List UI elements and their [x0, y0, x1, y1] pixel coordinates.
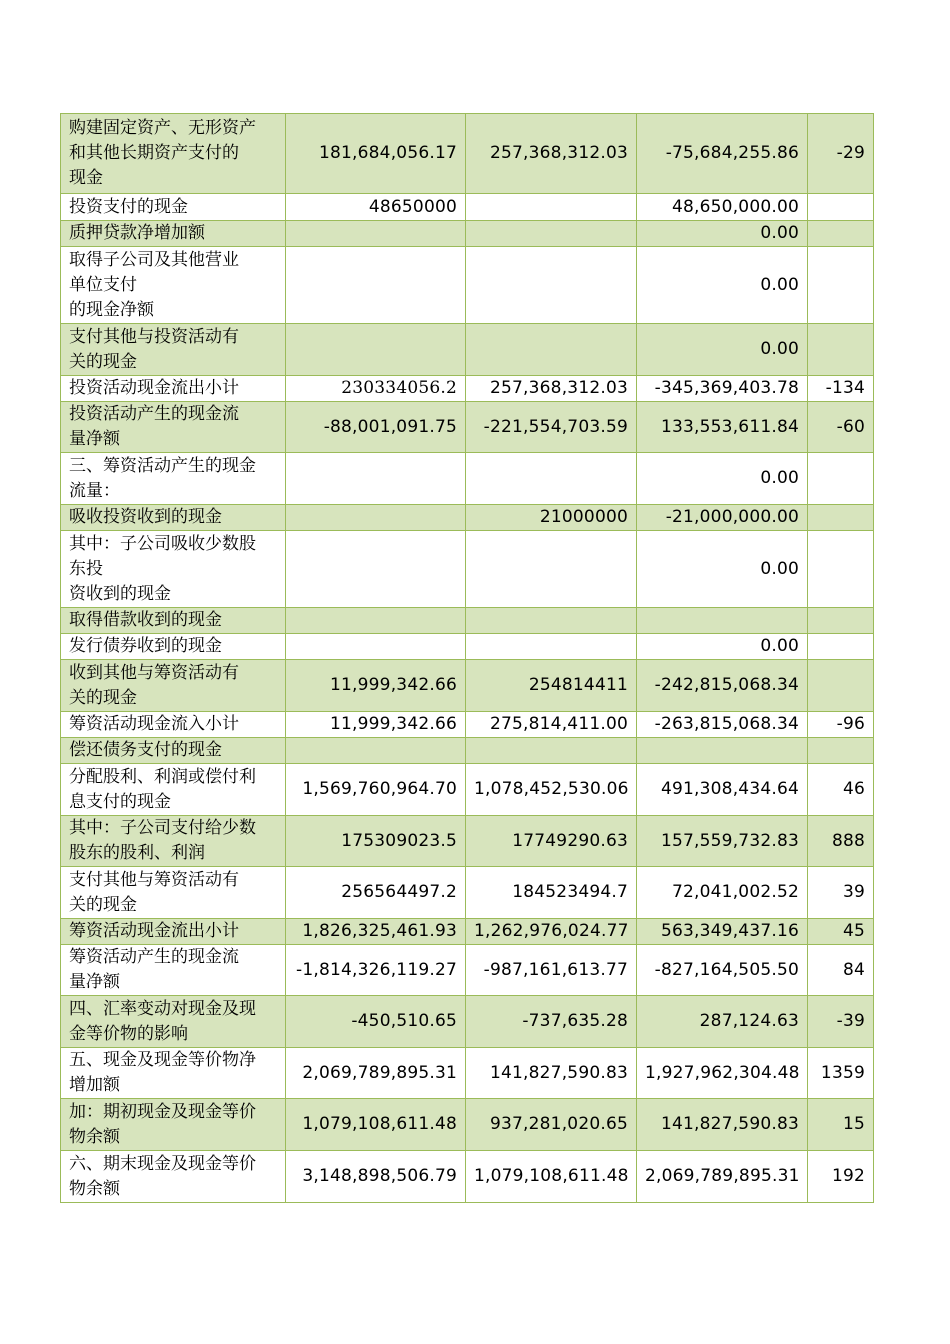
- row-label: 支付其他与投资活动有 关的现金: [61, 324, 286, 376]
- cell-previous: -221,554,703.59: [466, 402, 637, 453]
- table-row: [61, 114, 874, 194]
- cell-change: 141,827,590.83: [637, 1099, 808, 1151]
- row-label: 偿还债务支付的现金: [61, 738, 286, 764]
- cell-change: 287,124.63: [637, 996, 808, 1048]
- cell-previous: 254814411: [466, 660, 637, 712]
- cell-change: 0.00: [637, 453, 808, 505]
- cell-change: 0.00: [637, 634, 808, 660]
- cell-change-pct: -29: [808, 114, 874, 194]
- cell-change: 1,927,962,304.48: [637, 1048, 808, 1099]
- table-row: [61, 531, 874, 608]
- cell-previous: 1,079,108,611.48: [466, 1151, 637, 1203]
- cell-previous: 184523494.7: [466, 867, 637, 919]
- cell-change: -345,369,403.78: [637, 376, 808, 402]
- cell-previous: 257,368,312.03: [466, 114, 637, 194]
- cell-change-pct: 888: [808, 816, 874, 867]
- cell-current: -88,001,091.75: [286, 402, 466, 453]
- cell-change-pct: [808, 505, 874, 531]
- cell-previous: 257,368,312.03: [466, 376, 637, 402]
- cell-current: 48650000: [286, 194, 466, 221]
- row-label: 发行债券收到的现金: [61, 634, 286, 660]
- row-label: 取得子公司及其他营业 单位支付 的现金净额: [61, 247, 286, 324]
- cell-previous: -737,635.28: [466, 996, 637, 1048]
- row-label: 投资活动产生的现金流 量净额: [61, 402, 286, 453]
- cell-current: 230334056.2: [286, 376, 466, 402]
- cell-change: -263,815,068.34: [637, 712, 808, 738]
- row-label: 质押贷款净增加额: [61, 221, 286, 247]
- table-row: [61, 634, 874, 660]
- cell-change-pct: [808, 221, 874, 247]
- row-label: 支付其他与筹资活动有 关的现金: [61, 867, 286, 919]
- cell-change: 0.00: [637, 531, 808, 608]
- cell-change: 133,553,611.84: [637, 402, 808, 453]
- table-row: [61, 996, 874, 1048]
- cell-previous: 17749290.63: [466, 816, 637, 867]
- table-row: [61, 453, 874, 505]
- cell-change: [637, 608, 808, 634]
- cell-previous: [466, 738, 637, 764]
- cell-previous: [466, 531, 637, 608]
- cell-change: 72,041,002.52: [637, 867, 808, 919]
- cell-previous: [466, 608, 637, 634]
- cell-change-pct: 39: [808, 867, 874, 919]
- cell-change-pct: 15: [808, 1099, 874, 1151]
- cell-previous: [466, 247, 637, 324]
- cell-change-pct: -96: [808, 712, 874, 738]
- table-row: [61, 867, 874, 919]
- table-row: [61, 194, 874, 221]
- cell-previous: 21000000: [466, 505, 637, 531]
- cell-current: [286, 634, 466, 660]
- cell-change-pct: [808, 634, 874, 660]
- cell-change-pct: [808, 608, 874, 634]
- cell-change-pct: 45: [808, 919, 874, 945]
- cell-current: -1,814,326,119.27: [286, 945, 466, 996]
- cell-change: 2,069,789,895.31: [637, 1151, 808, 1203]
- cell-current: 11,999,342.66: [286, 660, 466, 712]
- cell-change: 157,559,732.83: [637, 816, 808, 867]
- cell-change-pct: [808, 453, 874, 505]
- cell-change: 0.00: [637, 324, 808, 376]
- cell-current: [286, 453, 466, 505]
- row-label: 筹资活动现金流出小计: [61, 919, 286, 945]
- cell-change: 0.00: [637, 221, 808, 247]
- cell-change: 0.00: [637, 247, 808, 324]
- cell-change: -21,000,000.00: [637, 505, 808, 531]
- table-row: [61, 505, 874, 531]
- cell-previous: 275,814,411.00: [466, 712, 637, 738]
- row-label: 吸收投资收到的现金: [61, 505, 286, 531]
- cell-change: -242,815,068.34: [637, 660, 808, 712]
- row-label: 购建固定资产、无形资产 和其他长期资产支付的 现金: [61, 114, 286, 194]
- cell-change-pct: [808, 738, 874, 764]
- cell-change-pct: -60: [808, 402, 874, 453]
- cell-change: -827,164,505.50: [637, 945, 808, 996]
- cell-current: 1,079,108,611.48: [286, 1099, 466, 1151]
- table-row: [61, 221, 874, 247]
- cell-change-pct: 84: [808, 945, 874, 996]
- row-label: 其中：子公司支付给少数 股东的股利、利润: [61, 816, 286, 867]
- row-label: 投资支付的现金: [61, 194, 286, 221]
- cell-change: -75,684,255.86: [637, 114, 808, 194]
- cell-current: [286, 324, 466, 376]
- cell-change-pct: [808, 531, 874, 608]
- table-row: [61, 1048, 874, 1099]
- cell-change: 491,308,434.64: [637, 764, 808, 816]
- cell-change-pct: 1359: [808, 1048, 874, 1099]
- table-row: [61, 919, 874, 945]
- row-label: 筹资活动现金流入小计: [61, 712, 286, 738]
- row-label: 收到其他与筹资活动有 关的现金: [61, 660, 286, 712]
- cell-current: 3,148,898,506.79: [286, 1151, 466, 1203]
- cell-current: 1,826,325,461.93: [286, 919, 466, 945]
- cell-change-pct: 192: [808, 1151, 874, 1203]
- cell-change-pct: [808, 247, 874, 324]
- cash-flow-table: [60, 113, 874, 1203]
- row-label: 三、筹资活动产生的现金 流量：: [61, 453, 286, 505]
- cell-current: 11,999,342.66: [286, 712, 466, 738]
- cell-current: [286, 738, 466, 764]
- cell-previous: -987,161,613.77: [466, 945, 637, 996]
- table-row: [61, 1099, 874, 1151]
- table-row: [61, 764, 874, 816]
- row-label: 四、汇率变动对现金及现 金等价物的影响: [61, 996, 286, 1048]
- table-row: [61, 608, 874, 634]
- cell-current: [286, 221, 466, 247]
- cell-change-pct: [808, 324, 874, 376]
- cell-previous: [466, 634, 637, 660]
- cell-previous: [466, 194, 637, 221]
- table-row: [61, 945, 874, 996]
- row-label: 投资活动现金流出小计: [61, 376, 286, 402]
- cell-previous: 1,262,976,024.77: [466, 919, 637, 945]
- table-row: [61, 712, 874, 738]
- row-label: 五、现金及现金等价物净 增加额: [61, 1048, 286, 1099]
- cell-current: 175309023.5: [286, 816, 466, 867]
- cell-change: 48,650,000.00: [637, 194, 808, 221]
- cell-current: [286, 247, 466, 324]
- cell-current: -450,510.65: [286, 996, 466, 1048]
- cell-change: [637, 738, 808, 764]
- table-row: [61, 660, 874, 712]
- table-row: [61, 402, 874, 453]
- cell-current: 1,569,760,964.70: [286, 764, 466, 816]
- row-label: 分配股利、利润或偿付利 息支付的现金: [61, 764, 286, 816]
- row-label: 加：期初现金及现金等价 物余额: [61, 1099, 286, 1151]
- cell-current: 2,069,789,895.31: [286, 1048, 466, 1099]
- table-row: [61, 247, 874, 324]
- cell-previous: [466, 221, 637, 247]
- cell-current: 256564497.2: [286, 867, 466, 919]
- table-row: [61, 816, 874, 867]
- row-label: 筹资活动产生的现金流 量净额: [61, 945, 286, 996]
- cell-current: 181,684,056.17: [286, 114, 466, 194]
- cell-current: [286, 505, 466, 531]
- table-row: [61, 376, 874, 402]
- cell-change-pct: [808, 194, 874, 221]
- row-label: 取得借款收到的现金: [61, 608, 286, 634]
- cell-change: 563,349,437.16: [637, 919, 808, 945]
- cell-current: [286, 608, 466, 634]
- row-label: 六、期末现金及现金等价 物余额: [61, 1151, 286, 1203]
- cell-previous: 141,827,590.83: [466, 1048, 637, 1099]
- cell-change-pct: -39: [808, 996, 874, 1048]
- cell-change-pct: [808, 660, 874, 712]
- cell-current: [286, 531, 466, 608]
- cell-change-pct: 46: [808, 764, 874, 816]
- cell-previous: [466, 324, 637, 376]
- row-label: 其中：子公司吸收少数股 东投 资收到的现金: [61, 531, 286, 608]
- table-row: [61, 324, 874, 376]
- table-row: [61, 1151, 874, 1203]
- cell-previous: 1,078,452,530.06: [466, 764, 637, 816]
- cell-previous: 937,281,020.65: [466, 1099, 637, 1151]
- cell-change-pct: -134: [808, 376, 874, 402]
- table-row: [61, 738, 874, 764]
- cell-previous: [466, 453, 637, 505]
